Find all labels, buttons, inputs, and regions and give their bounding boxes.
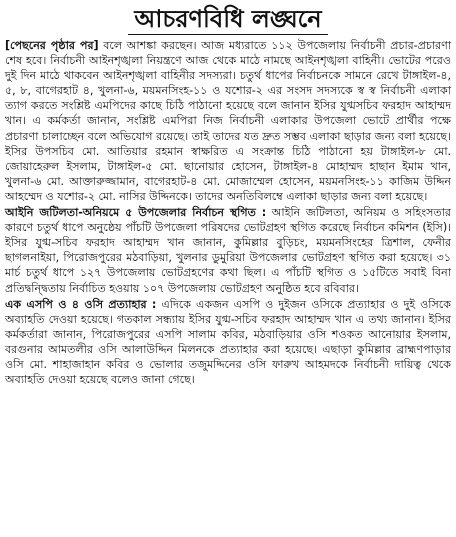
- subheading-suspended-elections: আইনি জটিলতা-অনিয়মে ৫ উপজেলার নির্বাচন স্থগিত :: [5, 206, 267, 220]
- continuation-marker: [পেছনের পৃষ্ঠার পর]: [5, 39, 99, 52]
- paragraph-2: [5, 205, 451, 296]
- paragraph-2-text: আইনি জটিলতা, অনিয়ম ও সহিংসতার কারণে চতুর্থ ধাপে অনুষ্ঠেয় পাঁচটি উপজেলা পরিষদের ভোটগ্রহণ স্থগিত করেছে নির্বাচন কমিশন (ইসি)। ইসির যুগ্ম-সচিব ফরহাদ আহাম্মদ খান জানান, কুমিল্লার বুড়িচং, ময়মনসিংহের ত্রিশাল, ফেনীর ছাগলনাইয়া, পিরোজপুরের মঠবাড়িয়া, খুলনার ডুমুরিয়া উপজেলার ভোটগ্রহণ স্থগিত করা হয়েছে। ৩১ মার্চ চতুর্থ ধাপে ১২৭ উপজেলায় ভোটগ্রহণের কথা ছিল। এ পাঁচটি স্থগিত ও ১৫টিতে সবাই বিনা প্রতিদ্বন্দ্বিতায় নির্বাচিত হওয়ায় ১০৭ উপজেলায় ভোটগ্রহণ অনুষ্ঠিত হবে রবিবার।: [5, 206, 451, 295]
- paragraph-1: [5, 38, 451, 204]
- headline-container: [5, 4, 451, 35]
- paragraph-1-text: বলে আশঙ্কা করছেন। আজ মধ্যরাতে ১১২ উপজেলায় নির্বাচনী প্রচার-প্রচারণা শেষ হবে। নির্বাচনী আইনশৃঙ্খলা নিয়ন্ত্রণে আজ থেকে মাঠে নামছে আইনশৃঙ্খলা বাহিনী। ভোটের পরেও দুই দিন মাঠে থাকবেন আইনশৃঙ্খলা বাহিনীর সদস্যরা। চতুর্থ ধাপের নির্বাচনকে সামনে রেখে টাঙ্গাইল-৪, ৫, ৮, বাগেরহাট ৪, খুলনা-৬, ময়মনসিংহ-১১ ও যশোর-২ এর সংসদ সদস্যকে স্ব স্ব নির্বাচনী এলাকা ত্যাগ করতে সংশ্লিষ্ট এমপিদের কাছে চিঠি পাঠানো হয়েছে বলে জানান ইসির যুগ্মসচিব ফরহাদ আহাম্মদ খান। এ কর্মকর্তা জানান, সংশ্লিষ্ট এমপিরা নিজ নির্বাচনী এলাকার উপজেলা ভোটে প্রার্থীর পক্ষে প্রচারণা চালাচ্ছেন বলে অভিযোগ রয়েছে। তাই তাদের যত দ্রুত সম্ভব এলাকা ছাড়ার জন্য বলা হয়েছে। ইসির উপসচিব মো. আতিয়ার রহমান স্বাক্ষরিত এ সংক্রান্ত চিঠি পাঠানো হয় টাঙ্গাইল-৮ মো. জোয়াহেরুল ইসলাম, টাঙ্গাইল-৫ মো. ছানোয়ার হোসেন, টাঙ্গাইল-৪ মোহাম্মদ হাছান ইমাম খান, খুলনা-৬ মো. আক্তারুজ্জামান, বাগেরহাট-৪ মো. মোজাম্মেল হোসেন, ময়মনসিংহ-১১ কাজিম উদ্দিন আহম্মেদ ও যশোর-২ মো. নাসির উদ্দিনকে। তাদের অনতিবিলম্বে এলাকা ছাড়ার জন্য বলা হয়েছে।: [5, 39, 452, 203]
- subheading-sp-oc-withdrawn: এক এসপি ও ৪ ওসি প্রত্যাহার :: [5, 297, 157, 311]
- headline: আচরণবিধি লঙ্ঘনে: [128, 4, 327, 35]
- paragraph-3-text: এদিকে একজন এসপি ও দুইজন ওসিকে প্রত্যাহার ও দুই ওসিকে অব্যাহতি দেওয়া হয়েছে। গতকাল সন্ধ্যায় ইসির যুগ্ম-সচিব ফরহাদ আহাম্মদ খান এ তথ্য জানান। ইসির কর্মকর্তারা জানান, পিরোজপুরের এসপি সালাম কবির, মঠবাড়িয়ার ওসি শওকত আনোয়ার ইসলাম, বরগুনার আমতলীর ওসি আলাউদ্দিন মিলনকে প্রত্যাহার করা হয়েছে। এছাড়া কুমিল্লার ব্রাহ্মণপাড়ার ওসি মো. শাহাজাহান কবির ও ভোলার তজুমদ্দিনের ওসি ফারুখ আহমদকে নির্বাচনী দায়িত্ব থেকে অব্যাহতি দেওয়া হয়েছে বলেও জানা গেছে।: [5, 297, 451, 387]
- paragraph-3: [5, 297, 451, 388]
